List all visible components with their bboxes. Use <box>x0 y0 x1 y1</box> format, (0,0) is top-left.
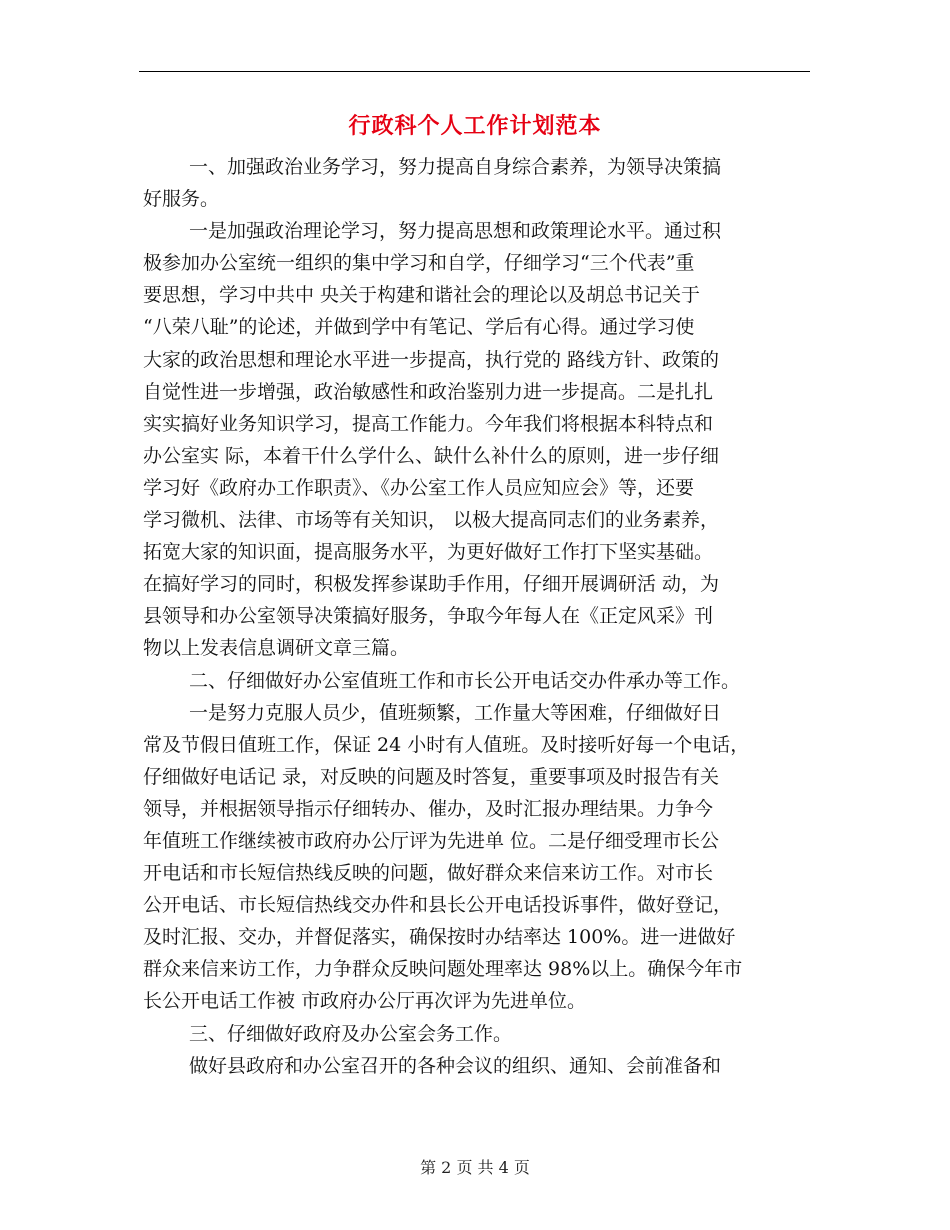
header-rule <box>139 71 810 72</box>
text-line: 物以上发表信息调研文章三篇。 <box>143 637 410 660</box>
text-line: 学习微机、法律、市场等有关知识， 以极大提高同志们的业务素养， <box>143 509 720 532</box>
section-heading-2 <box>143 665 813 697</box>
text-line: 一、加强政治业务学习，努力提高自身综合素养，为领导决策搞 <box>189 156 722 178</box>
text-line: 极参加办公室统一组织的集中学习和自学，仔细学习“三个代表”重 <box>143 252 695 275</box>
text-line: 及时汇报、交办，并督促落实，确保按时办结率达 100%。进一进做好 <box>143 926 736 949</box>
text-line: 大家的政治思想和理论水平进一步提高，执行党的 路线方针、政策的 <box>143 348 720 371</box>
text-line: 办公室实 际，本着干什么学什么、缺什么补什么的原则，进一步仔细 <box>143 444 720 467</box>
text-line: 常及节假日值班工作，保证 24 小时有人值班。及时接听好每一个电话， <box>143 733 750 756</box>
text-line: 实实搞好业务知识学习，提高工作能力。今年我们将根据本科特点和 <box>143 412 714 435</box>
text-line: 县领导和办公室领导决策搞好服务，争取今年每人在《正定风采》刊 <box>143 605 714 628</box>
text-line: 二、仔细做好办公室值班工作和市长公开电话交办件承办等工作。 <box>189 669 741 692</box>
text-line: 自觉性进一步增强，政治敏感性和政治鉴别力进一步提高。二是扎扎 <box>143 380 714 403</box>
document-body <box>143 151 813 1082</box>
text-line: 仔细做好电话记 录，对反映的问题及时答复，重要事项及时报告有关 <box>143 765 720 788</box>
document-title: 行政科个人工作计划范本 <box>348 113 602 139</box>
text-line: 拓宽大家的知识面，提高服务水平，为更好做好工作打下坚实基础。 <box>143 541 714 564</box>
text-line: 公开电话、市长短信热线交办件和县长公开电话投诉事件，做好登记， <box>143 894 733 917</box>
page-footer: 第 2 页 共 4 页 <box>420 1158 530 1177</box>
section-heading-1 <box>143 151 813 215</box>
text-line: 要思想，学习中共中 央关于构建和谐社会的理论以及胡总书记关于 <box>143 284 701 307</box>
paragraph-study <box>143 215 813 664</box>
text-line: 学习好《政府办工作职责》、《办公室工作人员应知应会》等，还要 <box>143 476 695 499</box>
text-line: 三、仔细做好政府及办公室会务工作。 <box>189 1022 513 1045</box>
text-line: 长公开电话工作被 市政府办公厅再次评为先进单位。 <box>143 990 587 1013</box>
text-line: 一是加强政治理论学习，努力提高思想和政策理论水平。通过积 <box>189 220 722 243</box>
text-line: 群众来信来访工作，力争群众反映问题处理率达 98%以上。确保今年市 <box>143 958 743 981</box>
paragraph-meetings <box>143 1050 813 1082</box>
text-line: 一是努力克服人员少，值班频繁，工作量大等困难，仔细做好日 <box>189 701 722 724</box>
text-line: 开电话和市长短信热线反映的问题，做好群众来信来访工作。对市长 <box>143 862 714 885</box>
text-line: 好服务。 <box>143 188 220 211</box>
section-heading-3 <box>143 1018 813 1050</box>
text-line: 领导，并根据领导指示仔细转办、催办，及时汇报办理结果。力争今 <box>143 797 714 820</box>
text-line: 做好县政府和办公室召开的各种会议的组织、通知、会前准备和 <box>189 1054 722 1077</box>
text-line: “八荣八耻”的论述，并做到学中有笔记、学后有心得。通过学习使 <box>143 316 695 339</box>
paragraph-duty <box>143 697 813 1018</box>
text-line: 年值班工作继续被市政府办公厅评为先进单 位。二是仔细受理市长公 <box>143 829 720 852</box>
text-line: 在搞好学习的同时，积极发挥参谋助手作用，仔细开展调研活 动，为 <box>143 573 720 596</box>
